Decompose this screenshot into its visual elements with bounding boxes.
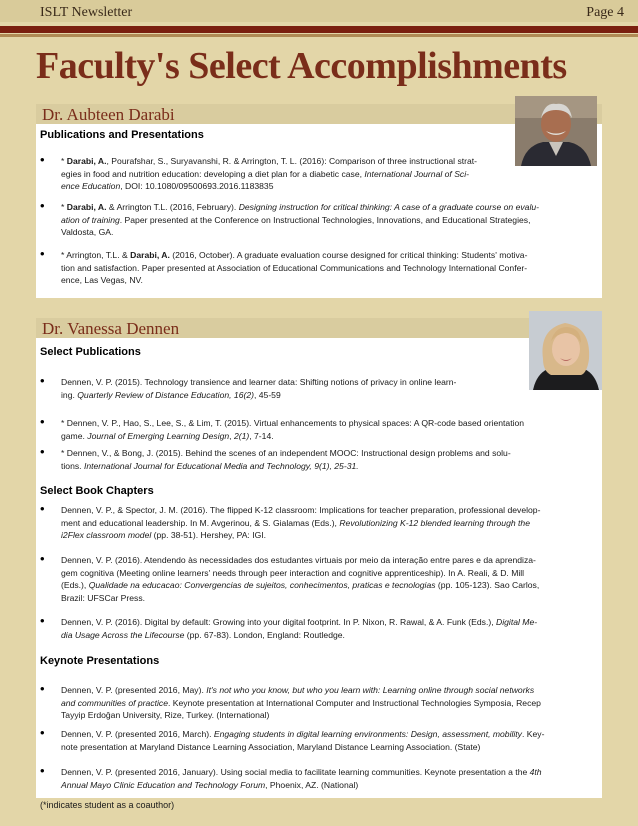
citation-text: note presentation at Maryland Distance Learning Association, Maryland Distance Learning Association. (State) bbox=[61, 741, 481, 752]
citation-text: Darabi, A. bbox=[66, 156, 107, 166]
list-item bbox=[61, 728, 544, 753]
citation-text: Quarterly Review of Distance Education, 16(2) bbox=[77, 389, 254, 400]
dennen-panel bbox=[36, 338, 602, 798]
citation-text: ence, Las Vegas, NV. bbox=[61, 275, 143, 285]
citation-text: * Dennen, V. P., Hao, S., Lee, S., & Lim, T. (2015). Virtual enhancements to physical spaces: A QR-code based orientation bbox=[61, 418, 525, 428]
bullet-icon: • bbox=[40, 198, 45, 213]
citation-text: Dennen, V. P. (presented 2016, March). bbox=[61, 729, 214, 739]
citation-text: tions. bbox=[61, 460, 84, 471]
bullet-icon: • bbox=[40, 152, 45, 167]
photo-vanessa-dennen bbox=[529, 311, 602, 390]
citation-text: Qualidade na educacao: Convergencias de sujeitos, conhecimentos, praticas e tecnologias bbox=[88, 580, 436, 590]
citation-text: Dennen, V. P. (2016). Atendendo às necessidades dos estudantes virtuais por meio da interação entre pares e da aprendiza- bbox=[61, 555, 536, 565]
citation-text: Revolutionizing K-12 blended learning through the bbox=[339, 517, 530, 528]
citation-text: * bbox=[61, 156, 67, 166]
photo-aubteen-darabi bbox=[515, 96, 597, 166]
citation-text: Valdosta, GA. bbox=[61, 227, 114, 237]
citation-text: gem cognitiva (Meeting online learners' needs through peer interaction and cognitive apprenticeship). In A. Reali, & D. Mill bbox=[61, 567, 525, 578]
citation-text: . Key- bbox=[521, 729, 545, 739]
list-item bbox=[61, 447, 511, 472]
citation-text: Darabi, A. bbox=[130, 250, 170, 260]
citation-text: Annual Mayo Clinic Education and Technology Forum bbox=[61, 779, 266, 790]
citation-text: Tayyip Erdoğan University, Rize, Turkey. (International) bbox=[61, 710, 270, 720]
page-title: Faculty's Select Accomplishments bbox=[36, 45, 567, 87]
list-item bbox=[61, 417, 524, 442]
bullet-icon: • bbox=[40, 613, 45, 628]
citation-text: , Phoenix, AZ. (National) bbox=[265, 779, 359, 790]
citation-text: (2016, October). A graduate evaluation course designed for critical thinking: Students' motiva- bbox=[169, 250, 528, 260]
running-header bbox=[0, 0, 638, 22]
bullet-icon: • bbox=[40, 444, 45, 459]
citation-text: , DOI: 10.1080/09500693.2016.1183835 bbox=[120, 181, 274, 191]
citation-text: Dennen, V. P. (presented 2016, May). bbox=[61, 685, 207, 695]
list-item bbox=[61, 201, 539, 239]
citation-text: tion and satisfaction. Paper presented at Association of Educational Communications and Technology International Confer- bbox=[61, 262, 528, 273]
faculty-name-dennen: Dr. Vanessa Dennen bbox=[42, 319, 180, 338]
citation-text: * bbox=[61, 202, 67, 212]
citation-text: game. bbox=[61, 430, 88, 441]
citation-text: Dennen, V. P., & Spector, J. M. (2016). The flipped K-12 classroom: Implications for teacher preparation, professional develop- bbox=[61, 505, 541, 515]
citation-text: Journal of Emerging Learning Design bbox=[87, 430, 230, 441]
citation-text: 2(1) bbox=[233, 430, 250, 441]
newsletter-name: ISLT Newsletter bbox=[40, 5, 133, 20]
bullet-icon: • bbox=[40, 501, 45, 516]
citation-text: . Keynote presentation at International Computer and Instructional Technologies Symposia, Recep bbox=[168, 697, 541, 708]
citation-text: ment and educational leadership. In M. Avgerinou, & S. Gialamas (Eds.), bbox=[61, 517, 340, 528]
citation-text: (Eds.), bbox=[61, 580, 89, 590]
list-item bbox=[61, 766, 542, 791]
page-number: Page 4 bbox=[586, 5, 624, 20]
coauthor-footnote: (*indicates student as a coauthor) bbox=[40, 800, 175, 810]
list-item bbox=[61, 554, 539, 604]
bullet-icon: • bbox=[40, 763, 45, 778]
bullet-icon: • bbox=[40, 373, 45, 388]
citation-text: dia Usage Across the Lifecourse bbox=[61, 629, 185, 640]
citation-text: Digital Me- bbox=[496, 617, 538, 627]
citation-text: Designing instruction for critical thinking: A case of a graduate course on evalu- bbox=[238, 202, 539, 212]
citation-text: ing. bbox=[61, 389, 78, 400]
bullet-icon: • bbox=[40, 681, 45, 696]
section-heading-publications: Publications and Presentations bbox=[40, 129, 204, 141]
citation-text: , Pourafshar, S., Suryavanshi, R. & Arrington, T. L. (2016): Comparison of three instructional strat- bbox=[106, 156, 478, 166]
header-rule-light bbox=[0, 34, 638, 37]
bullet-icon: • bbox=[40, 551, 45, 566]
citation-text: It's not who you know, but who you learn with: Learning online through social networks bbox=[206, 685, 535, 695]
bullet-icon: • bbox=[40, 725, 45, 740]
citation-text: ence Education bbox=[61, 181, 121, 191]
list-item bbox=[61, 249, 527, 287]
section-heading-select-publications: Select Publications bbox=[40, 346, 141, 358]
list-item bbox=[61, 616, 537, 641]
citation-text: , 7-14. bbox=[249, 430, 274, 441]
section-heading-book-chapters: Select Book Chapters bbox=[40, 485, 154, 497]
citation-text: Brazil: UFSCar Press. bbox=[61, 592, 146, 603]
faculty-name-darabi: Dr. Aubteen Darabi bbox=[42, 105, 175, 124]
citation-text: 4th bbox=[529, 767, 542, 777]
citation-text: International Journal of Sci- bbox=[364, 168, 470, 179]
citation-text: (pp. 105-123). Sao Carlos, bbox=[435, 580, 540, 590]
citation-text: * Dennen, V., & Bong, J. (2015). Behind the scenes of an independent MOOC: Instructional design problems and solu- bbox=[61, 448, 511, 458]
header-rule-dark bbox=[0, 26, 638, 33]
citation-text: . Paper presented at the Conference on Instructional Technologies, Innovations, and Educational Strategies, bbox=[119, 214, 531, 225]
bullet-icon: • bbox=[40, 414, 45, 429]
citation-text: Dennen, V. P. (presented 2016, January). Using social media to facilitate learning communities. Keynote presentation a the bbox=[61, 767, 530, 777]
citation-text: Dennen, V. P. (2015). Technology transience and learner data: Shifting notions of privacy in online learn- bbox=[61, 377, 457, 387]
citation-text: International Journal for Educational Media and Technology, 9(1), 25-31. bbox=[83, 460, 359, 471]
citation-text: & Arrington T.L. (2016, February). bbox=[106, 202, 239, 212]
citation-text: * Arrington, T.L. & bbox=[61, 250, 131, 260]
list-item bbox=[61, 684, 541, 722]
citation-text: egies in food and nutrition education: developing a diet plan for a diabetic case, bbox=[61, 168, 365, 179]
section-heading-keynotes: Keynote Presentations bbox=[40, 655, 160, 667]
list-item bbox=[61, 376, 456, 401]
citation-text: , 45-59 bbox=[253, 389, 281, 400]
list-item bbox=[61, 155, 477, 193]
citation-text: (pp. 67-83). London, England: Routledge. bbox=[184, 629, 345, 640]
citation-text: ation of training bbox=[61, 214, 120, 225]
citation-text: (pp. 38-51). Hershey, PA: IGI. bbox=[151, 530, 267, 540]
citation-text: , bbox=[229, 430, 234, 441]
citation-text: and communities of practice bbox=[61, 697, 168, 708]
citation-text: Dennen, V. P. (2016). Digital by default: Growing into your digital footprint. In P. Nixon, R. Rawal, & A. Funk (Eds.), bbox=[61, 617, 497, 627]
citation-text: Engaging students in digital learning environments: Design, assessment, mobility bbox=[213, 729, 522, 739]
citation-text: i2Flex classroom model bbox=[61, 530, 152, 540]
bullet-icon: • bbox=[40, 246, 45, 261]
citation-text: Darabi, A. bbox=[66, 202, 107, 212]
list-item bbox=[61, 504, 540, 542]
